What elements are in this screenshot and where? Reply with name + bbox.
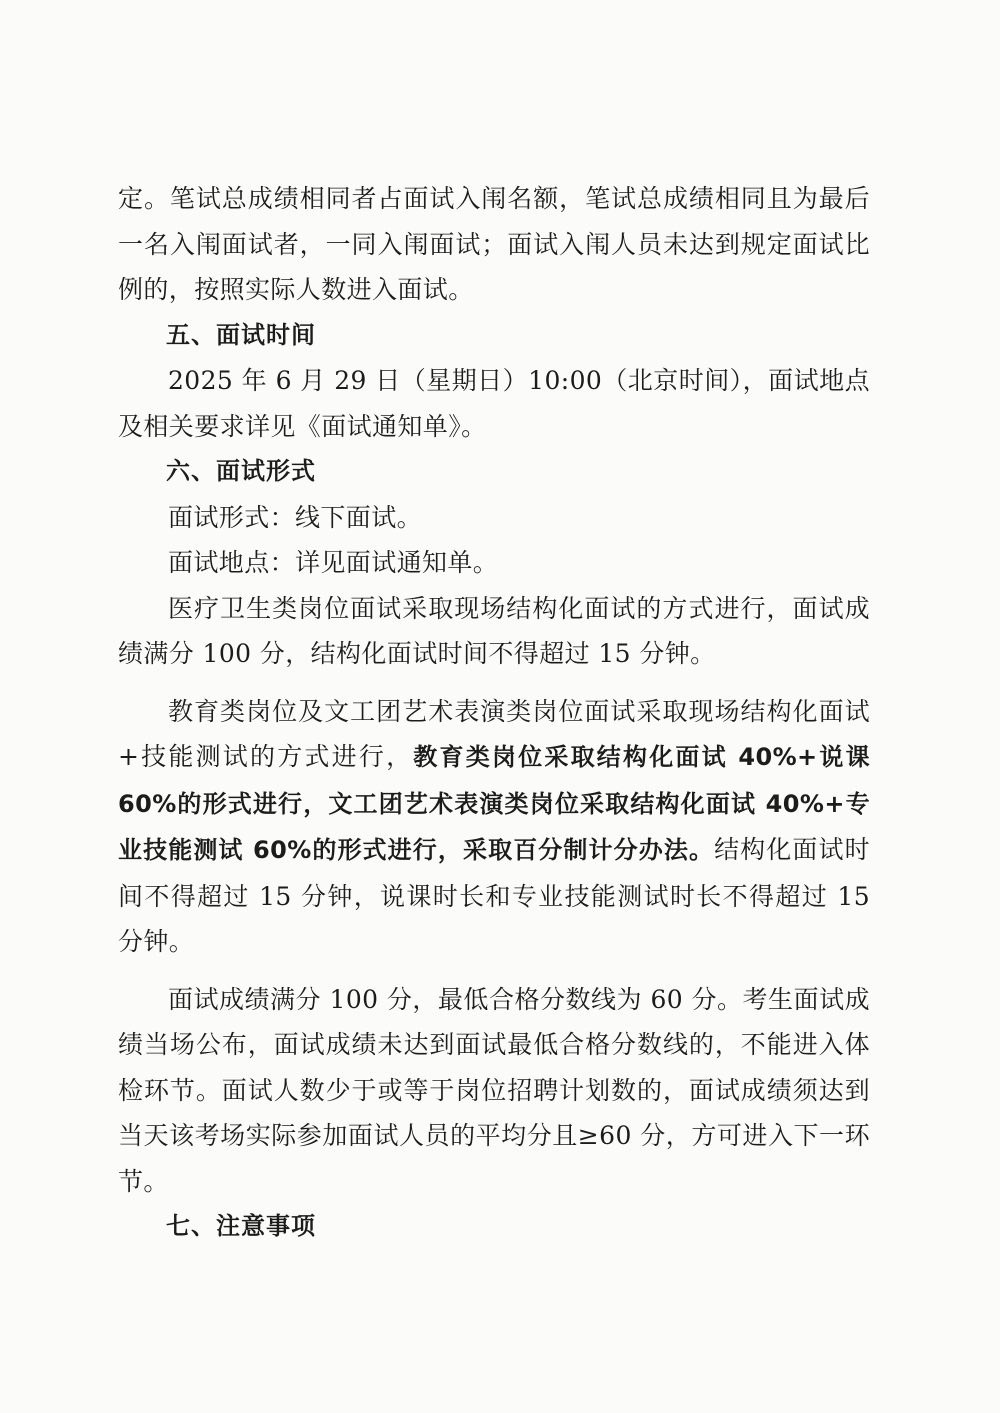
education-paragraph-bold-text: 教育类岗位采取结构化面试 40%+说课 60%的形式进行，文工团艺术表演类岗位采取结构化面试 40%+专业技能测试 60%的形式进行，采取百分制计分办法。 [118, 743, 870, 864]
document-body [118, 176, 870, 1250]
section-heading-interview-form: 六、面试形式 [166, 457, 316, 485]
medical-interview-paragraph: 医疗卫生类岗位面试采取现场结构化面试的方式进行，面试成绩满分 100 分，结构化面试时间不得超过 15 分钟。 [118, 593, 870, 668]
section-heading-interview-time: 五、面试时间 [166, 320, 316, 349]
interview-place-line: 面试地点：详见面试通知单。 [168, 548, 499, 577]
education-paragraph-text-a: 教育类岗位及文工团艺术表演类岗位面试采取现场结构化面试+技能测试的方式进行， [118, 696, 870, 771]
interview-time-paragraph: 2025 年 6 月 29 日（星期日）10:00（北京时间），面试地点及相关要求详见《面试通知单》。 [118, 366, 870, 441]
intro-paragraph: 定。笔试总成绩相同者占面试入闱名额，笔试总成绩相同且为最后一名入闱面试者，一同入闱面试；面试入闱人员未达到规定面试比例的，按照实际人数进入面试。 [118, 184, 870, 304]
education-paragraph-text-c: 结构化面试时间不得超过 15 分钟，说课时长和专业技能测试时长不得超过 15 分钟。 [118, 835, 870, 956]
section-heading-notes: 七、注意事项 [166, 1212, 316, 1240]
interview-form-line: 面试形式：线下面试。 [168, 502, 423, 532]
score-rules-paragraph: 面试成绩满分 100 分，最低合格分数线为 60 分。考生面试成绩当场公布，面试成绩未达到面试最低合格分数线的，不能进入体检环节。面试人数少于或等于岗位招聘计划数的，面试成绩须达到当天该考场实际参加面试人员的平均分且≥60 分，方可进入下一环节。 [118, 984, 870, 1196]
education-interview-paragraph [118, 689, 870, 965]
